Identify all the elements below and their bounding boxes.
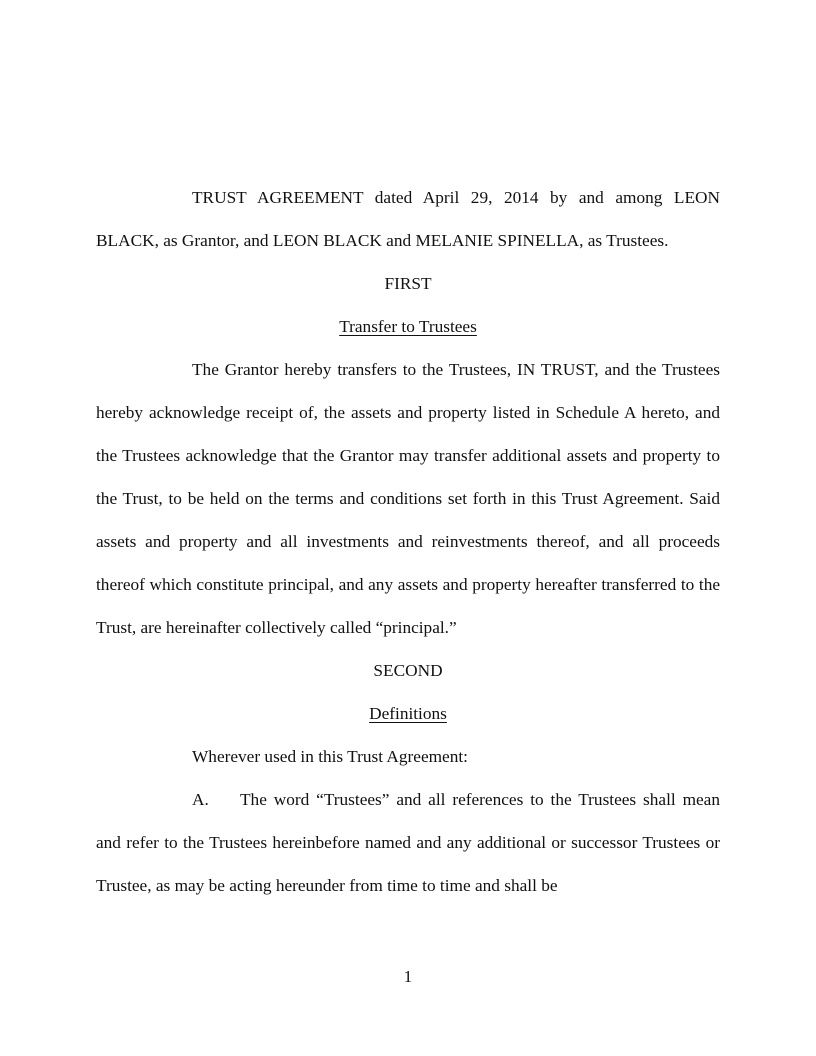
article-second-number: SECOND <box>373 661 443 680</box>
intro-paragraph: TRUST AGREEMENT dated April 29, 2014 by and among LEON BLACK, as Grantor, and LEON BLACK and MELANIE SPINELLA, as Trustees. <box>96 188 720 250</box>
article-second-title-line <box>96 692 720 735</box>
definition-item-a-text: The word “Trustees” and all references to the Trustees shall mean and refer to the Trustees hereinbefore named and any additional or successor Trustees or Trustee, as may be acting hereunder from time to time and shall be <box>96 790 720 895</box>
definition-item-a <box>96 778 720 907</box>
article-first-number: FIRST <box>384 274 432 293</box>
article-first-title: Transfer to Trustees <box>339 317 477 336</box>
definition-item-a-label: A. <box>192 790 209 809</box>
article-first-title-line <box>96 305 720 348</box>
article-second-lead: Wherever used in this Trust Agreement: <box>192 747 468 766</box>
document-body <box>96 176 720 907</box>
article-first-body: The Grantor hereby transfers to the Trustees, IN TRUST, and the Trustees hereby acknowledge receipt of, the assets and property listed in Schedule A hereto, and the Trustees acknowledge that the Grantor may transfer additional assets and property to the Trust, to be held on the terms and conditions set forth in this Trust Agreement. Said assets and property and all investments and reinvestments thereof, and all proceeds thereof which constitute principal, and any assets and property hereafter transferred to the Trust, are hereinafter collectively called “principal.” <box>96 360 720 637</box>
page-number: 1 <box>403 967 413 986</box>
article-second-title: Definitions <box>369 704 447 723</box>
